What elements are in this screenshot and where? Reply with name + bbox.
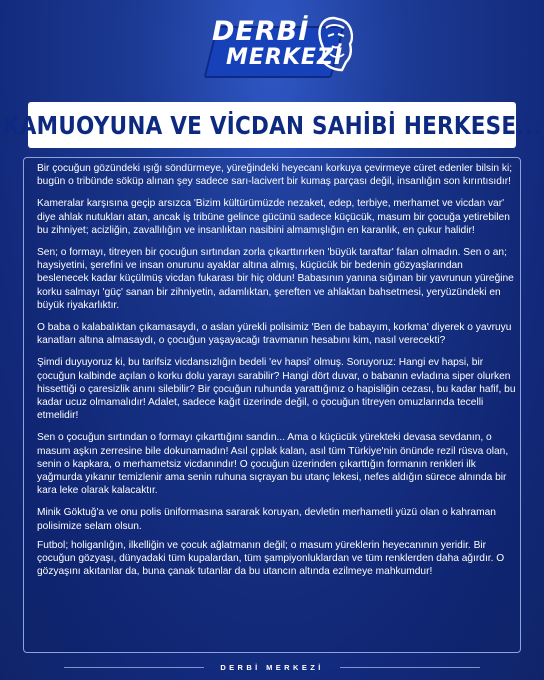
logo-line-2: MERKEZİ bbox=[226, 45, 344, 70]
footer-divider-right bbox=[340, 667, 480, 668]
statement-paragraph: Sen; o formayı, titreyen bir çocuğun sırtından zorla çıkarttırırken 'büyük taraftar' falan olmadın. Sen o an; haysiyetini, şerefini ve insan onurunu ayaklar altına almış, küçücük bir bedenin gözyaşlarından beslenecek kadar küçülmüş vicdan fukarası bir hiç oldun! Babasının yanına sığınan bir yavrunun yüreğine korku salmayı 'güç' sanan bir zihniyetin, adamlıktan, şereften ve ahlaktan bahsetmesi, yeryüzündeki en büyük riyakarlıktır. bbox=[37, 247, 514, 311]
statement-paragraph: Şimdi duyuyoruz ki, bu tarifsiz vicdansızlığın bedeli 'ev hapsi' olmuş. Soruyoruz: Hangi ev hapsi, bir çocuğun kalbinde açılan o korku dolu yarayı sarabilir? Hangi dört duvar, o babanın evladına siper olurken hissettiği o çaresizlik anını silebilir? Bir çocuğun ruhunda yarattığınız o hapisliğin cezası, bu kadar hafif, bu kadar ucuz olmamalıdır! Adalet, sadece kağıt üzerinde değil, o çocuğun titreyen omuzlarında tecelli etmelidir! bbox=[37, 357, 516, 422]
brand-logo bbox=[212, 12, 358, 80]
headline-banner bbox=[2, 102, 542, 148]
statement-paragraph: Bir çocuğun gözündeki ışığı söndürmeye, yüreğindeki heyecanı korkuya çevirmeye cüret edenler bilsin ki; bugün o tribünde söküp alınan şey sadece sarı-lacivert bir kumaş parçası değil, insanlığın son kırıntısıdır! bbox=[37, 163, 513, 188]
statement-paragraph: Futbol; holiganlığın, ilkelliğin ve çocuk ağlatmanın değil; o masum yüreklerin heyecanının yeridir. Bir çocuğun gözyaşı, dünyadaki tüm kupalardan, tüm şampiyonluklardan ve tüm renklerden daha ağırdır. O gözyaşını akıtanlar da, buna çanak tutanlar da bu utancın altında ezilmeye mahkumdur! bbox=[37, 539, 505, 578]
statement-paragraph: Sen o çocuğun sırtından o formayı çıkarttığını sandın... Ama o küçücük yürekteki devasa sevdanın, o masum aşkın zerresine bile dokunamadın! Asıl çıplak kalan, asıl tüm Türkiye'nin önünde rezil rüsva olan, senin o kapkara, o merhametsiz vicdanındır! O çocuğun üzerinden çıkarttığın formanın renkleri ilk yağmurda yıkanır temizlenir ama senin ruhuna sıçrayan bu utanç lekesi, nefes aldığın sürece alnında bir kara leke olarak kalacaktır. bbox=[37, 432, 509, 497]
footer-divider-left bbox=[64, 667, 204, 668]
footer-signature bbox=[0, 655, 544, 680]
statement-paragraph: Kameralar karşısına geçip arsızca 'Bizim kültürümüzde nezaket, edep, terbiye, merhamet ve vicdan var' diye ahlak nutukları atan, ancak iş tribüne gelince gücünü sadece küçücük, masum bir çocuğa yetirebilen bu zihniyet; acizliğin, zavallılığın ve insanlıktan nasibini almamışlığın en karanlık, en çukur halidir! bbox=[37, 198, 510, 236]
statement-body bbox=[37, 162, 517, 587]
statement-paragraph: O baba o kalabalıktan çıkamasaydı, o aslan yürekli polisimiz 'Ben de babayım, korkma' diyerek o yavruyu kanatları altına almasaydı, o çocuğun yaşayacağı travmanın hesabını kim, nasıl verecekti? bbox=[37, 322, 512, 347]
logo-line-1: DERBİ bbox=[212, 16, 310, 47]
footer-brand: DERBİ MERKEZİ bbox=[220, 663, 324, 672]
statement-paragraph: Minik Göktuğ'a ve onu polis üniformasına sararak koruyan, devletin merhametli yüzü olan o kahraman polisimize selam olsun. bbox=[37, 507, 496, 532]
player-head-logo-icon bbox=[312, 14, 356, 74]
headline-title: KAMUOYUNA VE VİCDAN SAHİBİ HERKESE... bbox=[2, 110, 542, 140]
